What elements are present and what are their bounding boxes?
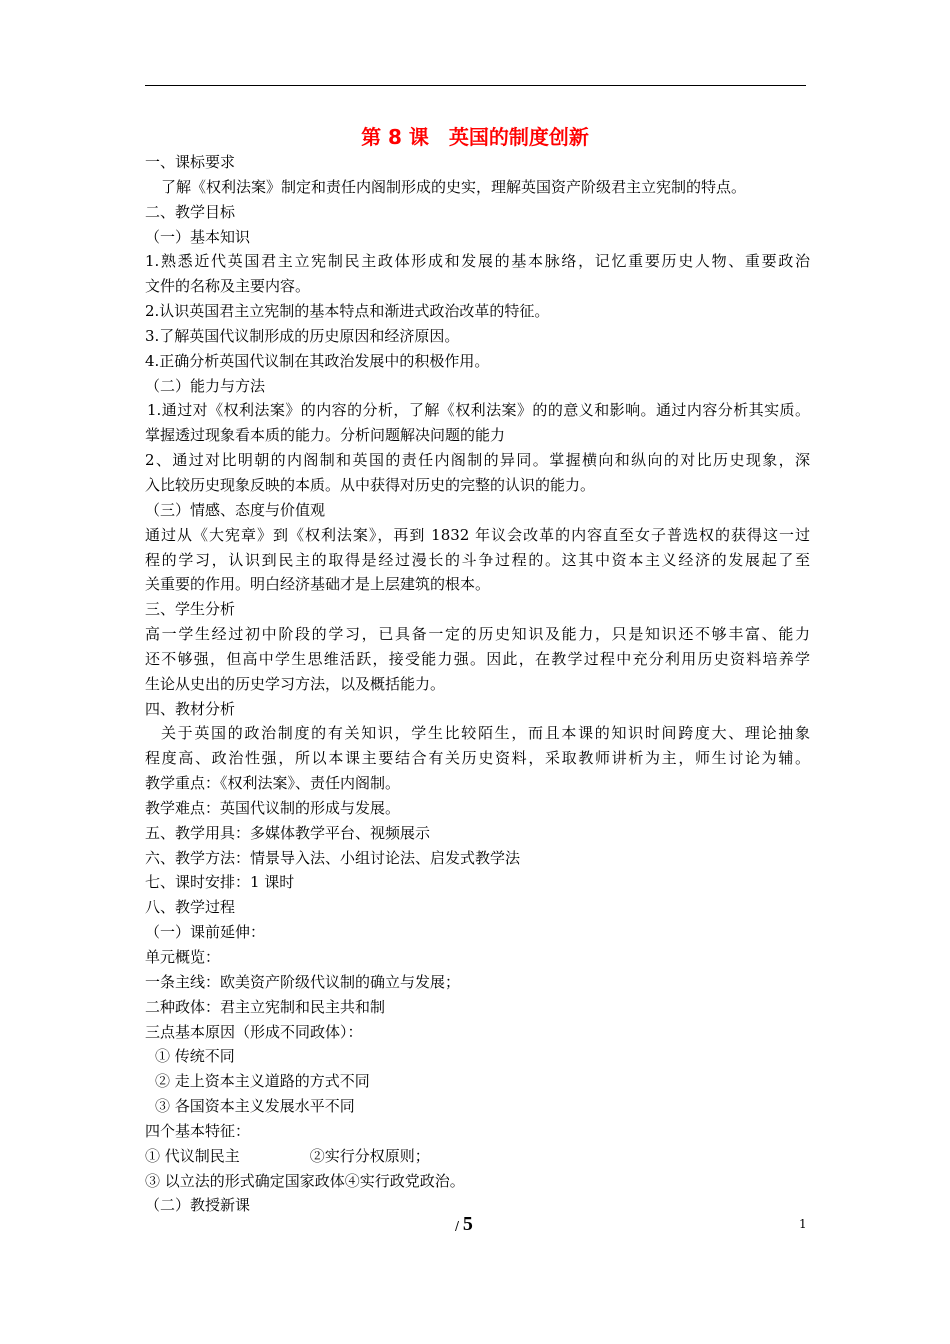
text-line: 一、课标要求 [145,153,236,171]
text-line: 1.熟悉近代英国君主立宪制民主政体形成和发展的基本脉络，记忆重要历史人物、重要政治 [145,252,810,271]
text-line: 关重要的作用。明白经济基础才是上层建筑的根本。 [145,575,491,594]
text-line: 了解《权利法案》制定和责任内阁制形成的史实，理解英国资产阶级君主立宪制的特点。 [161,177,747,196]
list-item: ② 走上资本主义道路的方式不同 [155,1072,370,1091]
text-line: 二种政体：君主立宪制和民主共和制 [145,997,386,1016]
text-line: 掌握透过现象看本质的能力。分析问题解决问题的能力 [145,426,506,445]
page-slash: / [455,1219,460,1233]
text-line: 五、教学用具：多媒体教学平台、视频展示 [145,823,431,842]
text-line: ③ 以立法的形式确定国家政体④实行政党政治。 [145,1171,465,1190]
text-line: （三）情感、态度与价值观 [145,500,326,519]
text-line: 2、通过对比明朝的内阁制和英国的责任内阁制的异同。掌握横向和纵向的对比历史现象，深 [145,451,810,470]
text-line [145,1144,810,1169]
text-line: 2.认识英国君主立宪制的基本特点和渐进式政治改革的特征。 [145,302,550,321]
text-line: 程的学习，认识到民主的取得是经过漫长的斗争过程的。这其中资本主义经济的发展起了至 [145,550,810,569]
text-line: 还不够强，但高中学生思维活跃，接受能力强。因此，在教学过程中充分利用历史资料培养学 [145,649,810,668]
text-line: 高一学生经过初中阶段的学习，已具备一定的历史知识及能力，只是知识还不够丰富、能力 [145,625,810,644]
text-line: 六、教学方法：情景导入法、小组讨论法、启发式教学法 [145,848,521,867]
text-line: （二）能力与方法 [145,376,266,395]
text-line: 关于英国的政治制度的有关知识，学生比较陌生，而且本课的知识时间跨度大、理论抽象 [161,724,810,743]
text-line: 四个基本特征： [145,1121,251,1140]
list-item: ① 传统不同 [155,1047,235,1066]
text-line: 教学难点：英国代议制的形成与发展。 [145,798,401,817]
text-line: 二、教学目标 [145,202,236,221]
list-item: ③ 各国资本主义发展水平不同 [155,1097,355,1116]
text-line: 4.正确分析英国代议制在其政治发展中的积极作用。 [145,351,490,370]
total-pages: 5 [462,1213,473,1235]
text-line: 1.通过对《权利法案》的内容的分析，了解《权利法案》的的意义和影响。通过内容分析其实质。 [147,401,810,420]
text-line: 3.了解英国代议制形成的历史原因和经济原因。 [145,326,460,345]
text-line: （二）教授新课 [145,1196,251,1215]
text-line: 教学重点：《权利法案》、责任内阁制。 [145,774,401,793]
text-line: 三、学生分析 [145,600,236,619]
text-line: 生论从史出的历史学习方法，以及概括能力。 [145,674,446,693]
text-line: 单元概览： [145,948,221,966]
text-line: 七、课时安排：1 课时 [145,873,295,892]
text-line: 文件的名称及主要内容。 [145,277,311,296]
text-line: 程度高、政治性强，所以本课主要结合有关历史资料，采取教师讲析为主，师生讨论为辅。 [145,749,810,768]
text-line: 三点基本原因（形成不同政体）： [145,1022,363,1041]
text-line: 一条主线：欧美资产阶级代议制的确立与发展； [145,972,461,991]
text-line: 通过从《大宪章》到《权利法案》，再到 1832 年议会改革的内容直至女子普选权的获得这一过 [145,525,810,544]
page-total [455,1213,473,1236]
page-number: 1 [799,1217,807,1231]
list-item: ① 代议制民主 [145,1146,240,1165]
text-line: 入比较历史现象反映的本质。从中获得对历史的完整的认识的能力。 [145,475,596,494]
page-title: 第 8 课 英国的制度创新 [361,125,589,149]
document-body [145,150,810,1218]
text-line: 四、教材分析 [145,699,236,718]
text-line: （一）课前延伸： [145,923,266,942]
header-rule [145,85,806,86]
text-line: （一）基本知识 [145,227,251,246]
text-line: 八、教学过程 [145,898,236,917]
list-item: ②实行分权原则； [309,1146,430,1165]
